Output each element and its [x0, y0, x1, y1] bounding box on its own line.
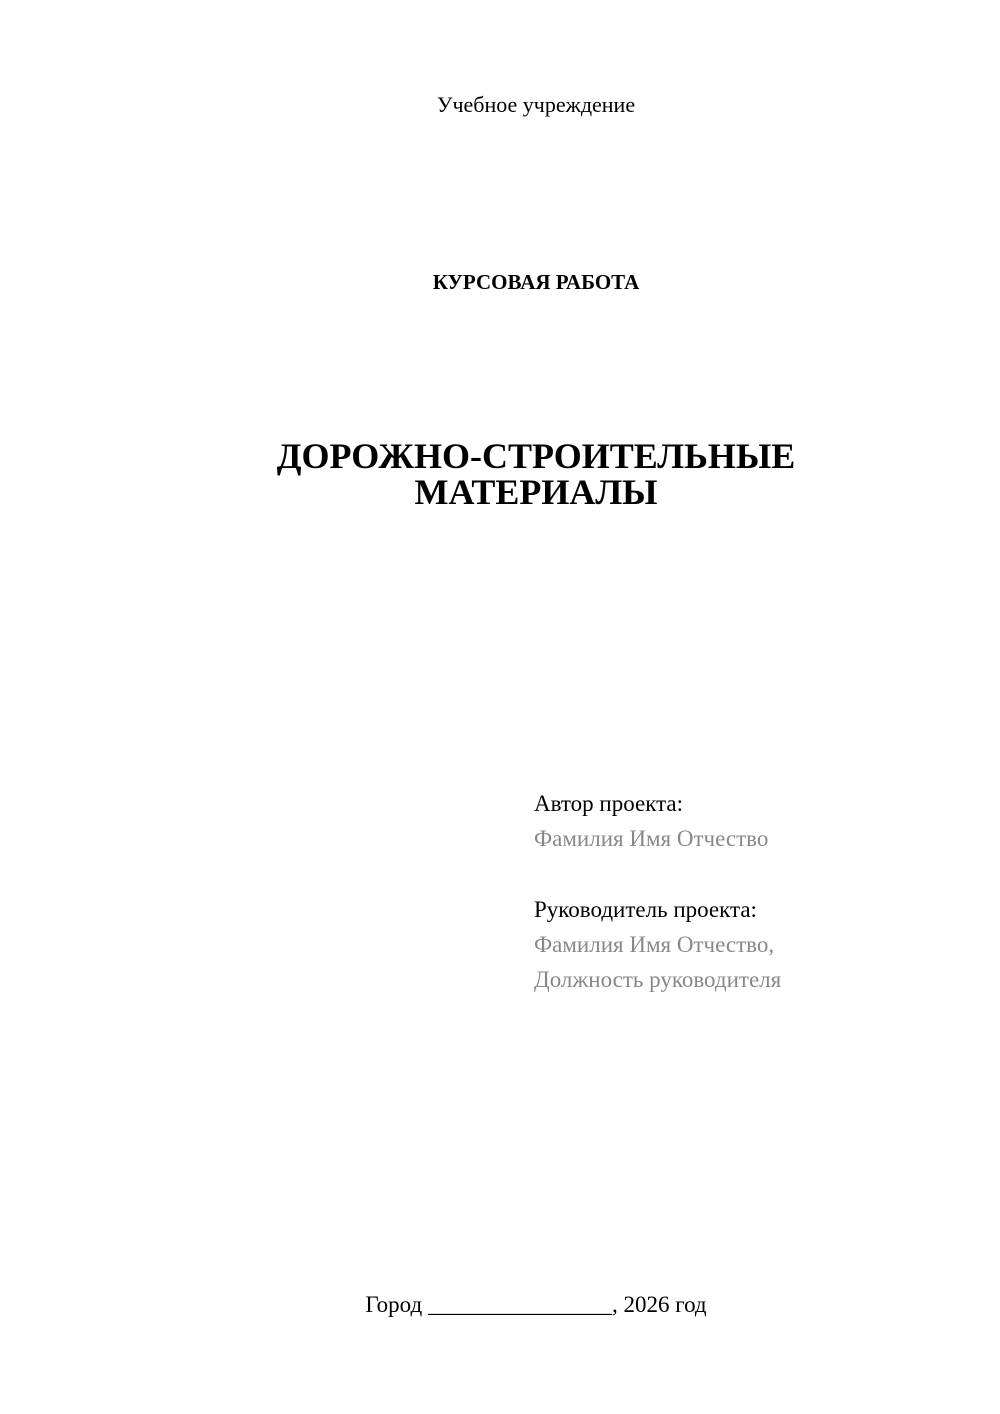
city-year-footer: Город ________________, 2026 год — [365, 1292, 707, 1317]
supervisor-label: Руководитель проекта: — [534, 897, 757, 922]
title-line: МАТЕРИАЛЫ — [414, 472, 658, 512]
institution-name: Учебное учреждение — [436, 92, 636, 117]
supervisor-position-placeholder: Должность руководителя — [534, 967, 782, 992]
author-name-placeholder: Фамилия Имя Отчество — [534, 826, 769, 851]
work-type-heading: КУРСОВАЯ РАБОТА — [432, 270, 640, 294]
supervisor-block — [534, 892, 781, 997]
author-label: Автор проекта: — [534, 791, 683, 816]
supervisor-name-placeholder: Фамилия Имя Отчество, — [534, 932, 775, 957]
title-line: ДОРОЖНО-СТРОИТЕЛЬНЫЕ — [276, 436, 796, 476]
author-block — [534, 786, 768, 856]
document-title — [0, 438, 1000, 510]
